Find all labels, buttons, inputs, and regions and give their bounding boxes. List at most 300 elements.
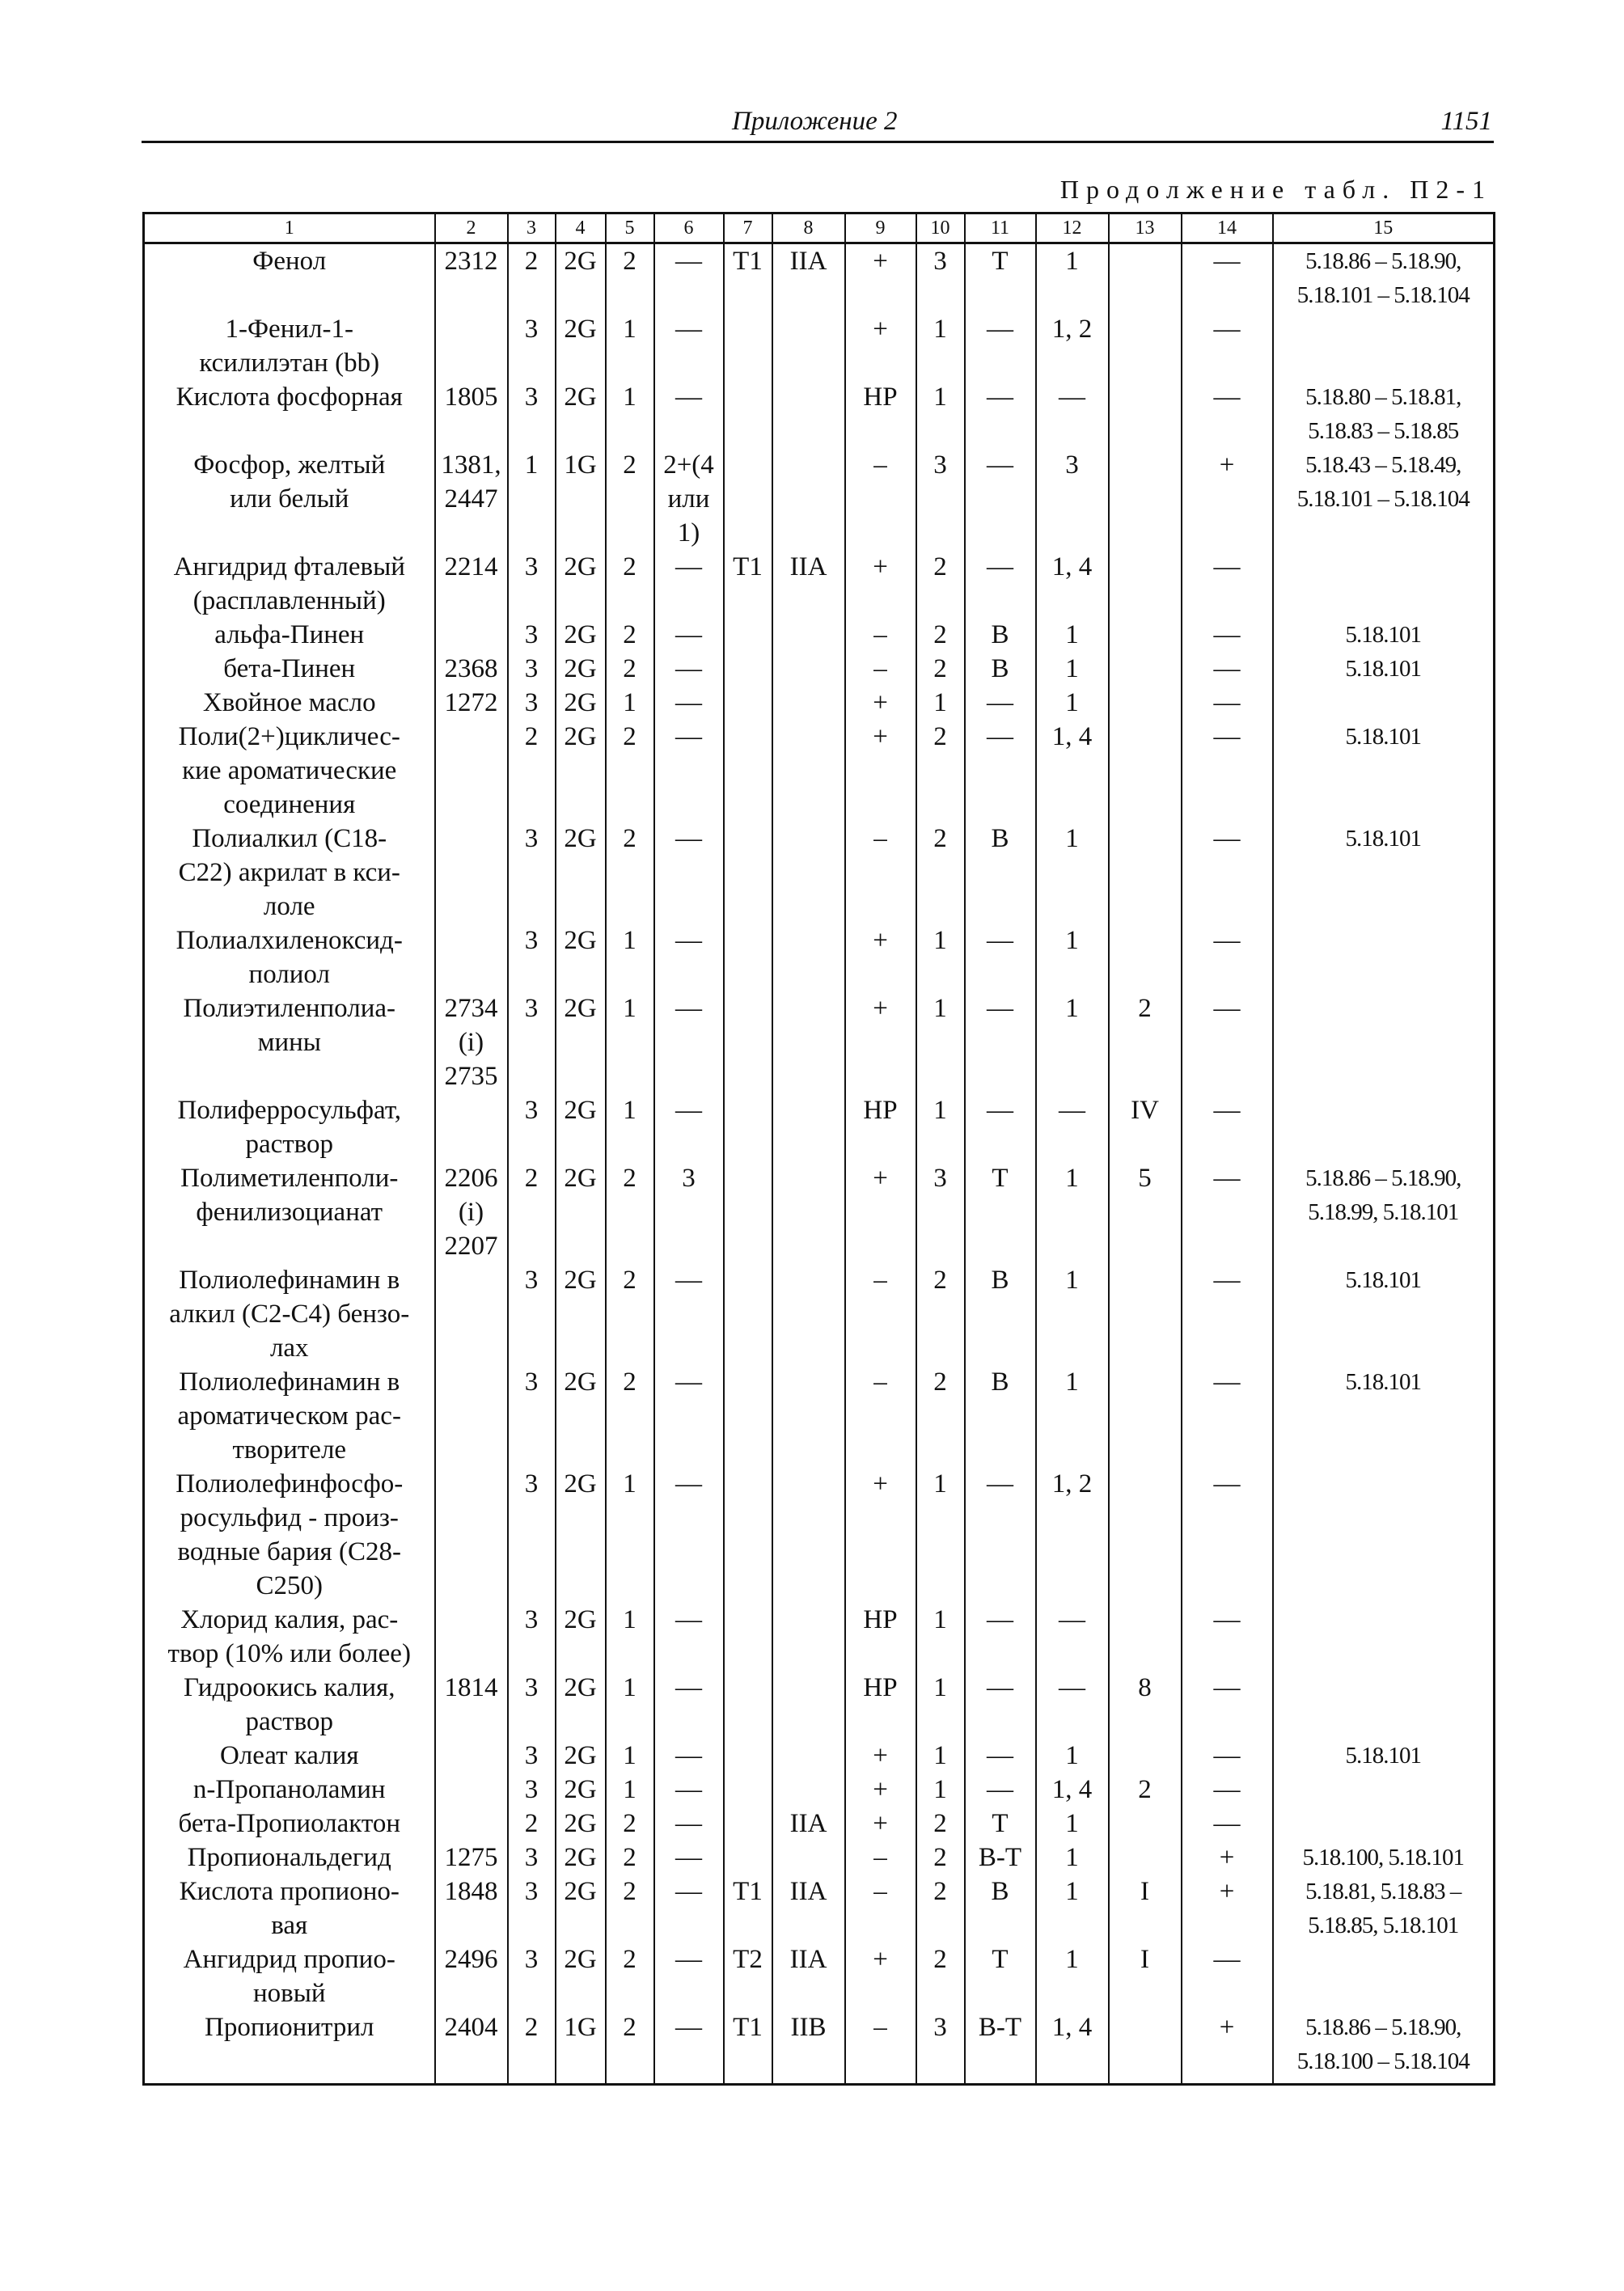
table-cell: —	[1182, 686, 1273, 720]
table-cell	[724, 991, 772, 1093]
reference-cell: 5.18.100, 5.18.101	[1273, 1841, 1495, 1875]
table-cell: 3	[508, 1942, 556, 2010]
table-cell: —	[654, 720, 724, 822]
table-row	[144, 822, 1495, 924]
table-cell	[724, 1841, 772, 1875]
table-cell: 2	[916, 822, 965, 924]
table-cell	[1109, 652, 1182, 686]
table-cell: IIA	[772, 1875, 845, 1942]
table-cell: 2G	[556, 1467, 606, 1603]
table-cell	[772, 1161, 845, 1263]
table-cell: 5	[1109, 1161, 1182, 1263]
table-row	[144, 1942, 1495, 2010]
table-cell	[772, 1841, 845, 1875]
table-cell: —	[1182, 1671, 1273, 1739]
reference-cell	[1273, 1942, 1495, 2010]
table-cell	[772, 618, 845, 652]
substance-name-cell: Полиолефинамин в ароматическом рас- творителе	[144, 1365, 435, 1467]
table-cell: 2	[606, 1161, 654, 1263]
table-cell: 1	[1036, 1942, 1109, 2010]
table-cell: +	[845, 686, 916, 720]
reference-cell	[1273, 1671, 1495, 1739]
column-header-11: 11	[965, 213, 1036, 243]
table-cell: —	[1182, 1739, 1273, 1773]
table-cell: —	[1182, 1093, 1273, 1161]
reference-cell: 5.18.43 – 5.18.49, 5.18.101 – 5.18.104	[1273, 448, 1495, 550]
substance-name-cell: альфа-Пинен	[144, 618, 435, 652]
column-header-15: 15	[1273, 213, 1495, 243]
table-row	[144, 1875, 1495, 1942]
table-cell: +	[845, 1739, 916, 1773]
table-cell: 1	[508, 448, 556, 550]
table-cell	[724, 1161, 772, 1263]
table-cell: 2G	[556, 686, 606, 720]
table-cell: 3	[508, 1603, 556, 1671]
table-cell: T	[965, 1161, 1036, 1263]
table-cell: 3	[508, 924, 556, 991]
table-cell	[1109, 618, 1182, 652]
table-cell: –	[845, 652, 916, 686]
table-cell: —	[1182, 924, 1273, 991]
table-row	[144, 380, 1495, 448]
table-cell: —	[965, 380, 1036, 448]
table-cell: 1	[1036, 924, 1109, 991]
table-cell: B	[965, 618, 1036, 652]
table-cell	[724, 822, 772, 924]
table-cell: 2G	[556, 1739, 606, 1773]
table-cell: 2	[508, 1807, 556, 1841]
table-row	[144, 1603, 1495, 1671]
table-cell: 1	[916, 1773, 965, 1807]
table-cell: 2	[916, 550, 965, 618]
table-cell	[1109, 380, 1182, 448]
table-cell: –	[845, 1263, 916, 1365]
table-cell	[724, 1093, 772, 1161]
table-cell: —	[1036, 1603, 1109, 1671]
table-cell: 2	[606, 1875, 654, 1942]
table-cell: —	[1182, 380, 1273, 448]
table-cell: —	[965, 312, 1036, 380]
table-cell: 2G	[556, 924, 606, 991]
table-cell	[435, 1807, 508, 1841]
table-cell: B	[965, 1875, 1036, 1942]
table-cell: I	[1109, 1875, 1182, 1942]
table-cell: 3	[508, 652, 556, 686]
table-cell: 2	[606, 618, 654, 652]
table-cell	[724, 1671, 772, 1739]
table-cell: —	[654, 991, 724, 1093]
table-cell: —	[654, 1773, 724, 1807]
reference-cell	[1273, 924, 1495, 991]
table-row	[144, 924, 1495, 991]
table-cell: T2	[724, 1942, 772, 2010]
table-cell: —	[654, 243, 724, 313]
table-cell: 2	[606, 1365, 654, 1467]
table-cell: 1	[916, 686, 965, 720]
table-cell: HP	[845, 1093, 916, 1161]
table-cell: 2206 (i) 2207	[435, 1161, 508, 1263]
table-cell: 2	[916, 618, 965, 652]
table-cell	[724, 1773, 772, 1807]
table-cell	[772, 720, 845, 822]
table-cell	[1109, 1467, 1182, 1603]
table-cell: 2G	[556, 652, 606, 686]
table-cell: 3	[508, 1739, 556, 1773]
table-cell: —	[654, 1739, 724, 1773]
table-cell: T	[965, 243, 1036, 313]
table-cell: 1	[1036, 1263, 1109, 1365]
substance-name-cell: Кислота фосфорная	[144, 380, 435, 448]
table-cell: —	[654, 1263, 724, 1365]
table-cell: +	[845, 243, 916, 313]
table-cell: IIA	[772, 243, 845, 313]
table-cell: 2G	[556, 1671, 606, 1739]
table-cell: —	[965, 1093, 1036, 1161]
table-cell: –	[845, 1875, 916, 1942]
table-cell	[724, 448, 772, 550]
table-cell: 2	[508, 1161, 556, 1263]
table-cell: 1272	[435, 686, 508, 720]
substance-name-cell: бета-Пинен	[144, 652, 435, 686]
table-cell	[724, 652, 772, 686]
table-cell	[1109, 1807, 1182, 1841]
table-cell	[724, 1807, 772, 1841]
table-cell	[435, 618, 508, 652]
table-cell: 1	[1036, 1807, 1109, 1841]
column-header-5: 5	[606, 213, 654, 243]
table-row	[144, 686, 1495, 720]
table-cell: 1	[606, 991, 654, 1093]
table-cell	[724, 618, 772, 652]
table-cell: 1, 4	[1036, 1773, 1109, 1807]
table-cell	[724, 1603, 772, 1671]
table-cell	[772, 1773, 845, 1807]
table-cell: 2	[916, 1807, 965, 1841]
table-cell: —	[1036, 1093, 1109, 1161]
table-row	[144, 991, 1495, 1093]
reference-cell	[1273, 1467, 1495, 1603]
substance-name-cell: Полиолефинамин в алкил (C2-C4) бензо- лах	[144, 1263, 435, 1365]
substance-name-cell: Полиэтиленполиа- мины	[144, 991, 435, 1093]
table-cell	[435, 1467, 508, 1603]
table-cell: 2G	[556, 618, 606, 652]
table-cell: —	[654, 618, 724, 652]
table-row	[144, 1739, 1495, 1773]
table-cell	[1109, 1263, 1182, 1365]
table-cell: 8	[1109, 1671, 1182, 1739]
table-cell	[1109, 1739, 1182, 1773]
table-cell: 1	[1036, 1739, 1109, 1773]
table-cell	[772, 1603, 845, 1671]
table-cell: HP	[845, 380, 916, 448]
substance-name-cell: Полиферросульфат, раствор	[144, 1093, 435, 1161]
table-cell: —	[1182, 1467, 1273, 1603]
table-cell: 2	[916, 720, 965, 822]
table-cell: 2368	[435, 652, 508, 686]
table-cell: 2	[606, 1263, 654, 1365]
table-cell: —	[654, 822, 724, 924]
table-cell: 1	[606, 1603, 654, 1671]
table-cell: —	[1182, 822, 1273, 924]
table-cell: 2G	[556, 1161, 606, 1263]
table-cell: 1, 4	[1036, 2010, 1109, 2085]
substance-name-cell: Полиолефинфосфо- росульфид - произ- водные бария (C28- C250)	[144, 1467, 435, 1603]
table-cell: 1	[606, 1467, 654, 1603]
table-cell: 1814	[435, 1671, 508, 1739]
table-cell: —	[654, 312, 724, 380]
table-cell: 1	[916, 1467, 965, 1603]
reference-cell: 5.18.101	[1273, 652, 1495, 686]
table-cell: —	[965, 550, 1036, 618]
table-cell: 1	[606, 1773, 654, 1807]
substance-name-cell: Полиалхиленоксид- полиол	[144, 924, 435, 991]
reference-cell: 5.18.101	[1273, 1739, 1495, 1773]
table-cell	[724, 720, 772, 822]
table-cell: —	[1182, 652, 1273, 686]
table-row	[144, 1841, 1495, 1875]
table-cell	[435, 1263, 508, 1365]
table-cell: 1805	[435, 380, 508, 448]
table-row	[144, 720, 1495, 822]
reference-cell	[1273, 991, 1495, 1093]
table-cell: —	[965, 720, 1036, 822]
substance-name-cell: Ангидрид пропио- новый	[144, 1942, 435, 2010]
page-number: 1151	[1440, 107, 1492, 136]
table-cell: 2	[606, 243, 654, 313]
table-cell: 1	[1036, 652, 1109, 686]
table-cell: 1	[916, 991, 965, 1093]
table-cell: 2	[916, 1875, 965, 1942]
table-cell: —	[1182, 1365, 1273, 1467]
substance-name-cell: 1-Фенил-1- ксилилэтан (bb)	[144, 312, 435, 380]
table-cell: 2G	[556, 1263, 606, 1365]
table-cell: B	[965, 1263, 1036, 1365]
table-cell: 3	[916, 1161, 965, 1263]
table-cell: 2	[916, 1263, 965, 1365]
table-cell	[772, 1093, 845, 1161]
substance-name-cell: Фосфор, желтый или белый	[144, 448, 435, 550]
table-cell: 3	[508, 618, 556, 652]
table-cell	[772, 1263, 845, 1365]
table-cell: 3	[508, 1093, 556, 1161]
table-cell: —	[654, 1841, 724, 1875]
table-cell: 2+(4 или 1)	[654, 448, 724, 550]
table-cell: 1	[1036, 1841, 1109, 1875]
table-cell: —	[1182, 720, 1273, 822]
table-row	[144, 1365, 1495, 1467]
table-cell: 2	[606, 652, 654, 686]
table-cell	[772, 312, 845, 380]
table-cell: 2G	[556, 1603, 606, 1671]
table-cell: +	[1182, 1841, 1273, 1875]
table-cell: 2G	[556, 1875, 606, 1942]
table-cell: 2G	[556, 1841, 606, 1875]
reference-cell: 5.18.80 – 5.18.81, 5.18.83 – 5.18.85	[1273, 380, 1495, 448]
table-cell: 1G	[556, 448, 606, 550]
table-cell: —	[654, 1467, 724, 1603]
table-cell: 2	[508, 243, 556, 313]
table-cell	[724, 1739, 772, 1773]
table-cell: 1, 2	[1036, 1467, 1109, 1603]
table-cell: 2G	[556, 1365, 606, 1467]
table-cell: 3	[916, 243, 965, 313]
table-cell	[772, 822, 845, 924]
reference-cell: 5.18.86 – 5.18.90, 5.18.100 – 5.18.104	[1273, 2010, 1495, 2085]
table-cell: 2404	[435, 2010, 508, 2085]
table-cell	[724, 380, 772, 448]
table-cell: 3	[508, 550, 556, 618]
table-cell: 3	[508, 1671, 556, 1739]
table-cell: HP	[845, 1603, 916, 1671]
page-header	[142, 104, 1494, 143]
table-cell: 3	[508, 312, 556, 380]
table-cell: +	[1182, 1875, 1273, 1942]
table-cell: 3	[508, 822, 556, 924]
column-header-8: 8	[772, 213, 845, 243]
table-cell	[435, 312, 508, 380]
table-body	[144, 243, 1495, 2085]
table-cell	[772, 1739, 845, 1773]
table-cell: 2G	[556, 1773, 606, 1807]
table-cell	[1109, 448, 1182, 550]
table-cell	[724, 1365, 772, 1467]
table-cell	[435, 1603, 508, 1671]
table-cell: 1	[1036, 991, 1109, 1093]
table-cell: —	[965, 1773, 1036, 1807]
table-cell: 1	[916, 1739, 965, 1773]
table-cell: 1	[606, 1739, 654, 1773]
table-cell: 2G	[556, 991, 606, 1093]
column-header-12: 12	[1036, 213, 1109, 243]
table-cell: 3	[508, 1365, 556, 1467]
table-cell: —	[654, 1603, 724, 1671]
table-cell: +	[845, 1807, 916, 1841]
table-cell: 3	[508, 1841, 556, 1875]
table-cell: B-T	[965, 1841, 1036, 1875]
column-header-1: 1	[144, 213, 435, 243]
reference-cell	[1273, 1603, 1495, 1671]
table-cell: I	[1109, 1942, 1182, 2010]
table-cell	[435, 822, 508, 924]
table-cell: +	[845, 1773, 916, 1807]
table-cell: 2496	[435, 1942, 508, 2010]
table-cell: 1	[916, 380, 965, 448]
table-cell: +	[1182, 448, 1273, 550]
table-cell: —	[654, 2010, 724, 2085]
table-cell	[1109, 822, 1182, 924]
table-cell: 1381, 2447	[435, 448, 508, 550]
table-cell: 2	[916, 1841, 965, 1875]
table-cell: —	[1182, 1263, 1273, 1365]
table-cell: –	[845, 1365, 916, 1467]
table-cell: 2G	[556, 243, 606, 313]
table-cell: —	[1182, 1161, 1273, 1263]
table-cell: –	[845, 822, 916, 924]
table-cell: 1G	[556, 2010, 606, 2085]
table-cell: —	[654, 1365, 724, 1467]
table-cell: 1	[606, 312, 654, 380]
reference-cell: 5.18.101	[1273, 618, 1495, 652]
table-cell	[435, 1093, 508, 1161]
running-title: Приложение 2	[732, 107, 898, 136]
table-cell: 1	[606, 924, 654, 991]
table-cell: 2G	[556, 1093, 606, 1161]
table-cell: 2	[916, 1365, 965, 1467]
table-cell: —	[1182, 312, 1273, 380]
substance-name-cell: Полиметиленполи- фенилизоцианат	[144, 1161, 435, 1263]
table-cell: 1, 2	[1036, 312, 1109, 380]
column-header-10: 10	[916, 213, 965, 243]
reference-cell	[1273, 550, 1495, 618]
reference-cell	[1273, 1807, 1495, 1841]
table-cell: B	[965, 822, 1036, 924]
table-cell: 1	[916, 1603, 965, 1671]
table-cell: 1	[916, 924, 965, 991]
table-cell: —	[1036, 380, 1109, 448]
table-cell: —	[965, 924, 1036, 991]
table-cell: IIA	[772, 1807, 845, 1841]
table-row	[144, 1093, 1495, 1161]
table-cell: 1, 4	[1036, 720, 1109, 822]
table-cell: —	[965, 1603, 1036, 1671]
table-cell: –	[845, 448, 916, 550]
table-cell	[724, 1263, 772, 1365]
substance-name-cell: Кислота пропионо- вая	[144, 1875, 435, 1942]
substance-name-cell: Гидроокись калия, раствор	[144, 1671, 435, 1739]
table-cell: T	[965, 1807, 1036, 1841]
table-cell: —	[965, 1739, 1036, 1773]
table-cell: 2G	[556, 380, 606, 448]
substance-name-cell: Ангидрид фталевый (расплавленный)	[144, 550, 435, 618]
table-cell: +	[1182, 2010, 1273, 2085]
table-cell: 1	[606, 1093, 654, 1161]
table-cell: +	[845, 1942, 916, 2010]
table-cell	[435, 1739, 508, 1773]
table-cell: 1	[916, 1671, 965, 1739]
table-cell: 3	[1036, 448, 1109, 550]
substance-name-cell: Пропиональдегид	[144, 1841, 435, 1875]
table-cell: 2G	[556, 312, 606, 380]
table-cell: 1	[606, 686, 654, 720]
table-cell	[772, 1365, 845, 1467]
table-cell: —	[654, 1807, 724, 1841]
table-cell: 1	[1036, 1875, 1109, 1942]
reference-cell: 5.18.86 – 5.18.90, 5.18.99, 5.18.101	[1273, 1161, 1495, 1263]
table-cell: —	[1036, 1671, 1109, 1739]
table-cell: 3	[508, 1773, 556, 1807]
table-cell	[772, 686, 845, 720]
table-cell	[1109, 686, 1182, 720]
table-cell: 3	[508, 686, 556, 720]
table-cell: HP	[845, 1671, 916, 1739]
reference-cell: 5.18.101	[1273, 822, 1495, 924]
table-cell: T1	[724, 2010, 772, 2085]
table-cell: T1	[724, 1875, 772, 1942]
table-cell: B	[965, 1365, 1036, 1467]
table-cell: 1	[1036, 618, 1109, 652]
table-cell	[772, 924, 845, 991]
table-cell	[1109, 1603, 1182, 1671]
column-header-7: 7	[724, 213, 772, 243]
table-cell: 3	[508, 1467, 556, 1603]
table-cell: —	[654, 1671, 724, 1739]
table-cell: 1	[916, 312, 965, 380]
table-cell: —	[1182, 991, 1273, 1093]
table-cell: 2	[1109, 1773, 1182, 1807]
table-cell: —	[1182, 550, 1273, 618]
reference-cell	[1273, 1773, 1495, 1807]
table-cell: B	[965, 652, 1036, 686]
